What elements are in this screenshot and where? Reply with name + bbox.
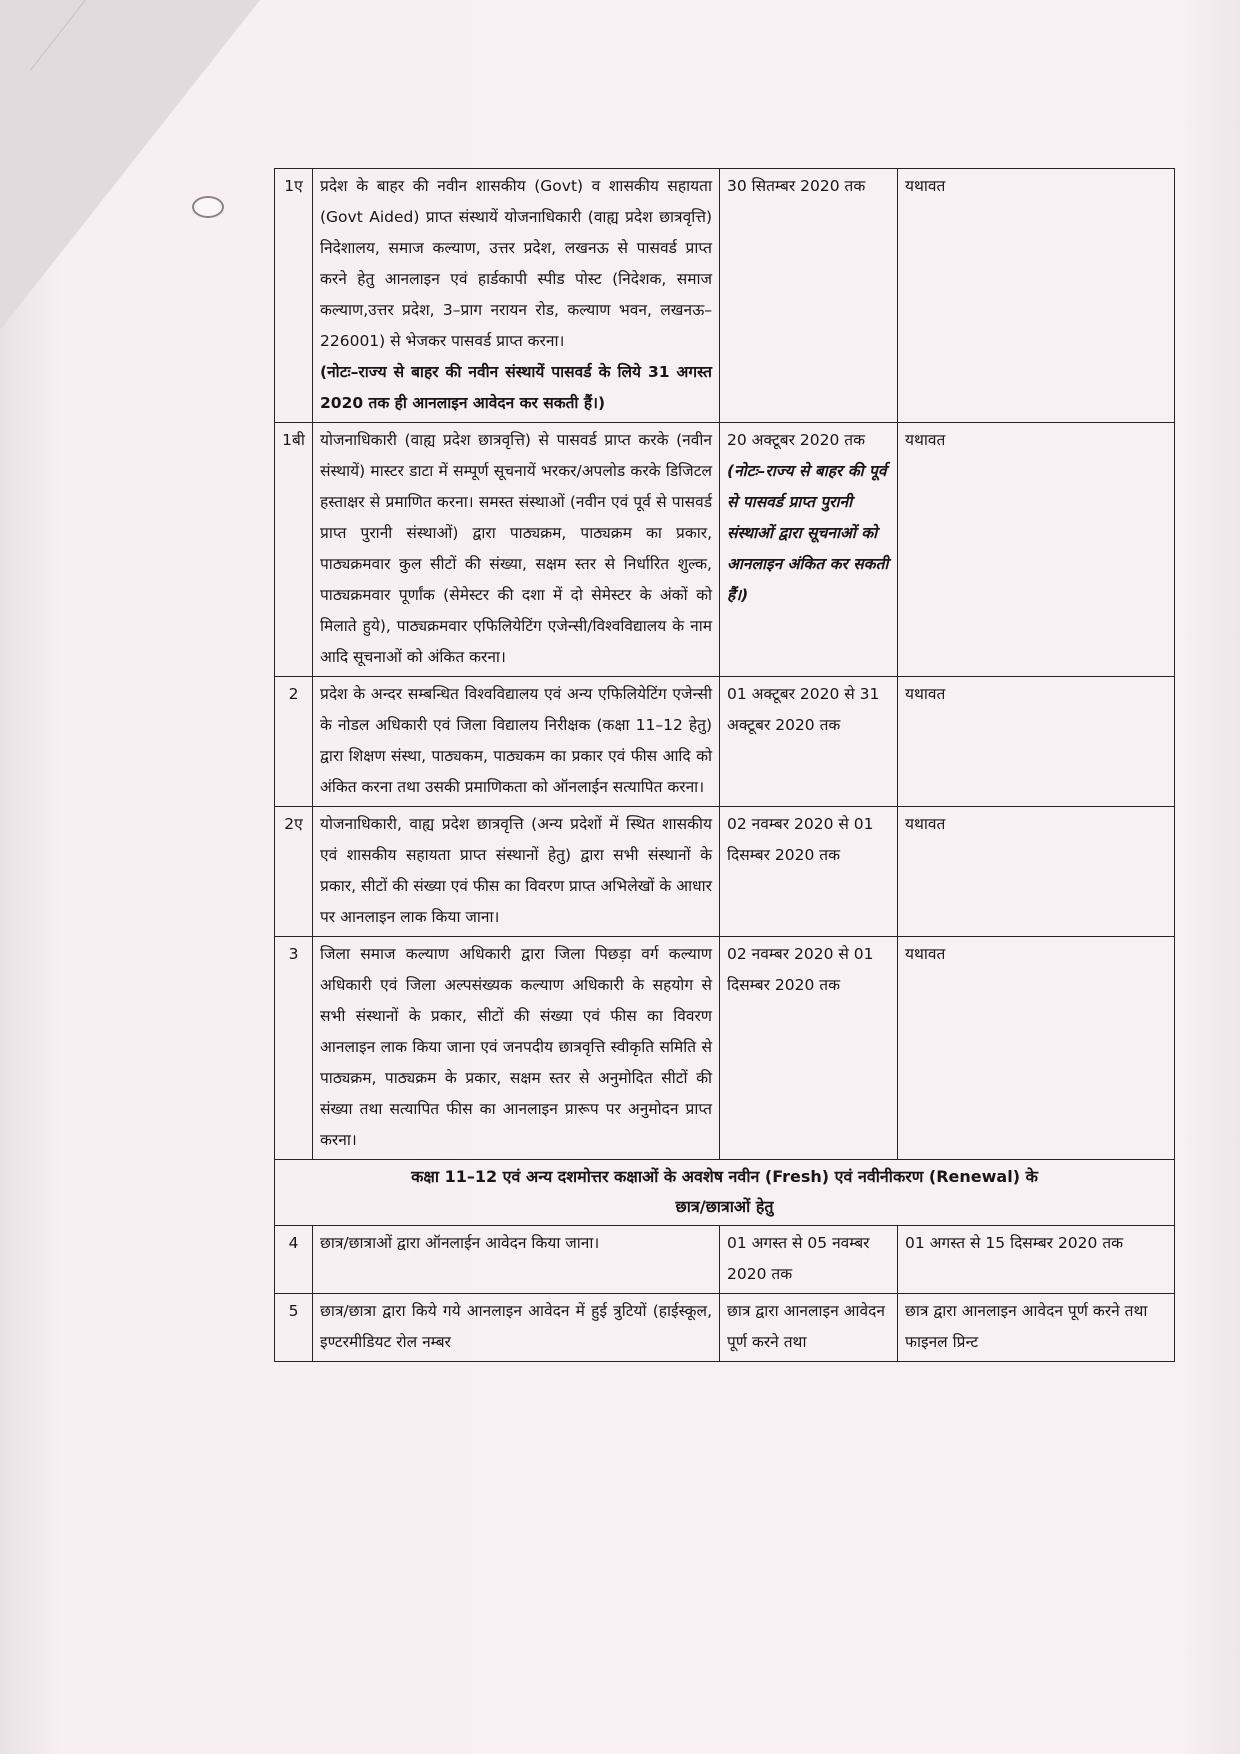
row-number: 2ए [275, 807, 313, 937]
date-cell [720, 169, 898, 423]
date-cell: 01 अगस्त से 05 नवम्बर 2020 तक [720, 1226, 898, 1294]
table-row [275, 677, 1175, 807]
date-text: 30 सितम्बर 2020 तक [727, 177, 866, 195]
activity-cell [313, 169, 720, 423]
row-number: 5 [275, 1294, 313, 1362]
activity-text: प्रदेश के बाहर की नवीन शासकीय (Govt) व शासकीय सहायता (Govt Aided) प्राप्त संस्थायें योजनाधिकारी (वाह्य प्रदेश छात्रवृत्ति) निदेशालय, समाज कल्याण, उत्तर प्रदेश, लखनऊ से पासवर्ड प्राप्त करने हेतु आनलाइन एवं हार्डकापी स्पीड पोस्ट (निदेशक, समाज कल्याण,उत्तर प्रदेश, 3–प्राग नरायन रोड, कल्याण भवन, लखनऊ– 226001) से भेजकर पासवर्ड प्राप्त करना। [320, 177, 712, 350]
remark-cell: यथावत [898, 807, 1175, 937]
section-heading-line1: कक्षा 11–12 एवं अन्य दशमोत्तर कक्षाओं के अवशेष नवीन (Fresh) एवं नवीनीकरण (Renewal) के [411, 1167, 1038, 1186]
remark-cell: यथावत [898, 423, 1175, 677]
date-cell: 01 अक्टूबर 2020 से 31 अक्टूबर 2020 तक [720, 677, 898, 807]
date-cell [720, 423, 898, 677]
date-cell: 02 नवम्बर 2020 से 01 दिसम्बर 2020 तक [720, 807, 898, 937]
table-row [275, 169, 1175, 423]
section-heading-line2: छात्र/छात्राओं हेतु [675, 1197, 774, 1216]
activity-cell: योजनाधिकारी, वाह्य प्रदेश छात्रवृत्ति (अन्य प्रदेशों में स्थित शासकीय एवं शासकीय सहायता प्राप्त संस्थानों हेतु) द्वारा सभी संस्थानों के प्रकार, सीटों की संख्या एवं फीस का विवरण प्राप्त अभिलेखों के आधार पर आनलाइन लाक किया जाना। [313, 807, 720, 937]
remark-cell: 01 अगस्त से 15 दिसम्बर 2020 तक [898, 1226, 1175, 1294]
activity-text: योजनाधिकारी (वाह्य प्रदेश छात्रवृत्ति) से पासवर्ड प्राप्त करके (नवीन संस्थायें) मास्टर डाटा में सम्पूर्ण सूचनायें भरकर/अपलोड करके डिजिटल हस्ताक्षर से प्रमाणित करना। समस्त संस्थाओं (नवीन एवं पूर्व से पासवर्ड प्राप्त पुरानी संस्थाओं) द्वारा पाठ्यक्रम, पाठ्यक्रम का प्रकार, पाठ्यक्रमवार कुल सीटों की संख्या, सक्षम स्तर से निर्धारित शुल्क, पाठ्यक्रमवार पूर्णांक (सेमेस्टर की दशा में दो सेमेस्टर के अंकों को मिलाते हुये), पाठ्यक्रमवार एफिलियेटिंग एजेन्सी/विश्वविद्यालय के नाम आदि सूचनाओं को अंकित करना। [320, 431, 712, 666]
table-row [275, 807, 1175, 937]
staple-hole-mark [192, 196, 224, 218]
date-cell: 02 नवम्बर 2020 से 01 दिसम्बर 2020 तक [720, 937, 898, 1160]
remark-cell: यथावत [898, 937, 1175, 1160]
activity-note: (नोटः–राज्य से बाहर की नवीन संस्थायें पासवर्ड के लिये 31 अगस्त 2020 तक ही आनलाइन आवेदन कर सकती हैं।) [320, 363, 712, 412]
table-row [275, 1294, 1175, 1362]
section-heading [275, 1160, 1175, 1226]
row-number: 4 [275, 1226, 313, 1294]
date-note: (नोटः–राज्य से बाहर की पूर्व से पासवर्ड प्राप्त पुरानी संस्थाओं द्वारा सूचनाओं को आनलाइन अंकित कर सकती हैं।) [727, 462, 889, 604]
table-row [275, 1226, 1175, 1294]
row-number: 2 [275, 677, 313, 807]
activity-cell [313, 423, 720, 677]
table-row [275, 423, 1175, 677]
date-text: 20 अक्टूबर 2020 तक [727, 431, 865, 449]
activity-cell: प्रदेश के अन्दर सम्बन्धित विश्वविद्यालय एवं अन्य एफिलियेटिंग एजेन्सी के नोडल अधिकारी एवं जिला विद्यालय निरीक्षक (कक्षा 11–12 हेतु) द्वारा शिक्षण संस्था, पाठ्यकम, पाठ्यकम का प्रकार एवं फीस आदि को अंकित करना तथा उसकी प्रमाणिकता को ऑनलाईन सत्यापित करना। [313, 677, 720, 807]
activity-cell: जिला समाज कल्याण अधिकारी द्वारा जिला पिछड़ा वर्ग कल्याण अधिकारी एवं जिला अल्पसंख्यक कल्याण अधिकारी के सहयोग से सभी संस्थानों के प्रकार, सीटों की संख्या एवं फीस का विवरण आनलाइन लाक किया जाना एवं जनपदीय छात्रवृत्ति स्वीकृति समिति से पाठ्यक्रम, पाठ्यक्रम के प्रकार, सक्षम स्तर से अनुमोदित सीटों की संख्या तथा सत्यापित फीस का आनलाइन प्रारूप पर अनुमोदन प्राप्त करना। [313, 937, 720, 1160]
remark-cell: यथावत [898, 677, 1175, 807]
remark-cell: यथावत [898, 169, 1175, 423]
remark-cell: छात्र द्वारा आनलाइन आवेदन पूर्ण करने तथा फाइनल प्रिन्ट [898, 1294, 1175, 1362]
date-cell: छात्र द्वारा आनलाइन आवेदन पूर्ण करने तथा [720, 1294, 898, 1362]
activity-cell: छात्र/छात्राओं द्वारा ऑनलाईन आवेदन किया जाना। [313, 1226, 720, 1294]
row-number: 1बी [275, 423, 313, 677]
section-heading-row [275, 1160, 1175, 1226]
schedule-table [274, 168, 1175, 1362]
folded-corner [0, 0, 260, 330]
activity-cell: छात्र/छात्रा द्वारा किये गये आनलाइन आवेदन में हुई त्रुटियों (हाईस्कूल, इण्टरमीडियट रोल नम्बर [313, 1294, 720, 1362]
row-number: 1ए [275, 169, 313, 423]
row-number: 3 [275, 937, 313, 1160]
table-row [275, 937, 1175, 1160]
